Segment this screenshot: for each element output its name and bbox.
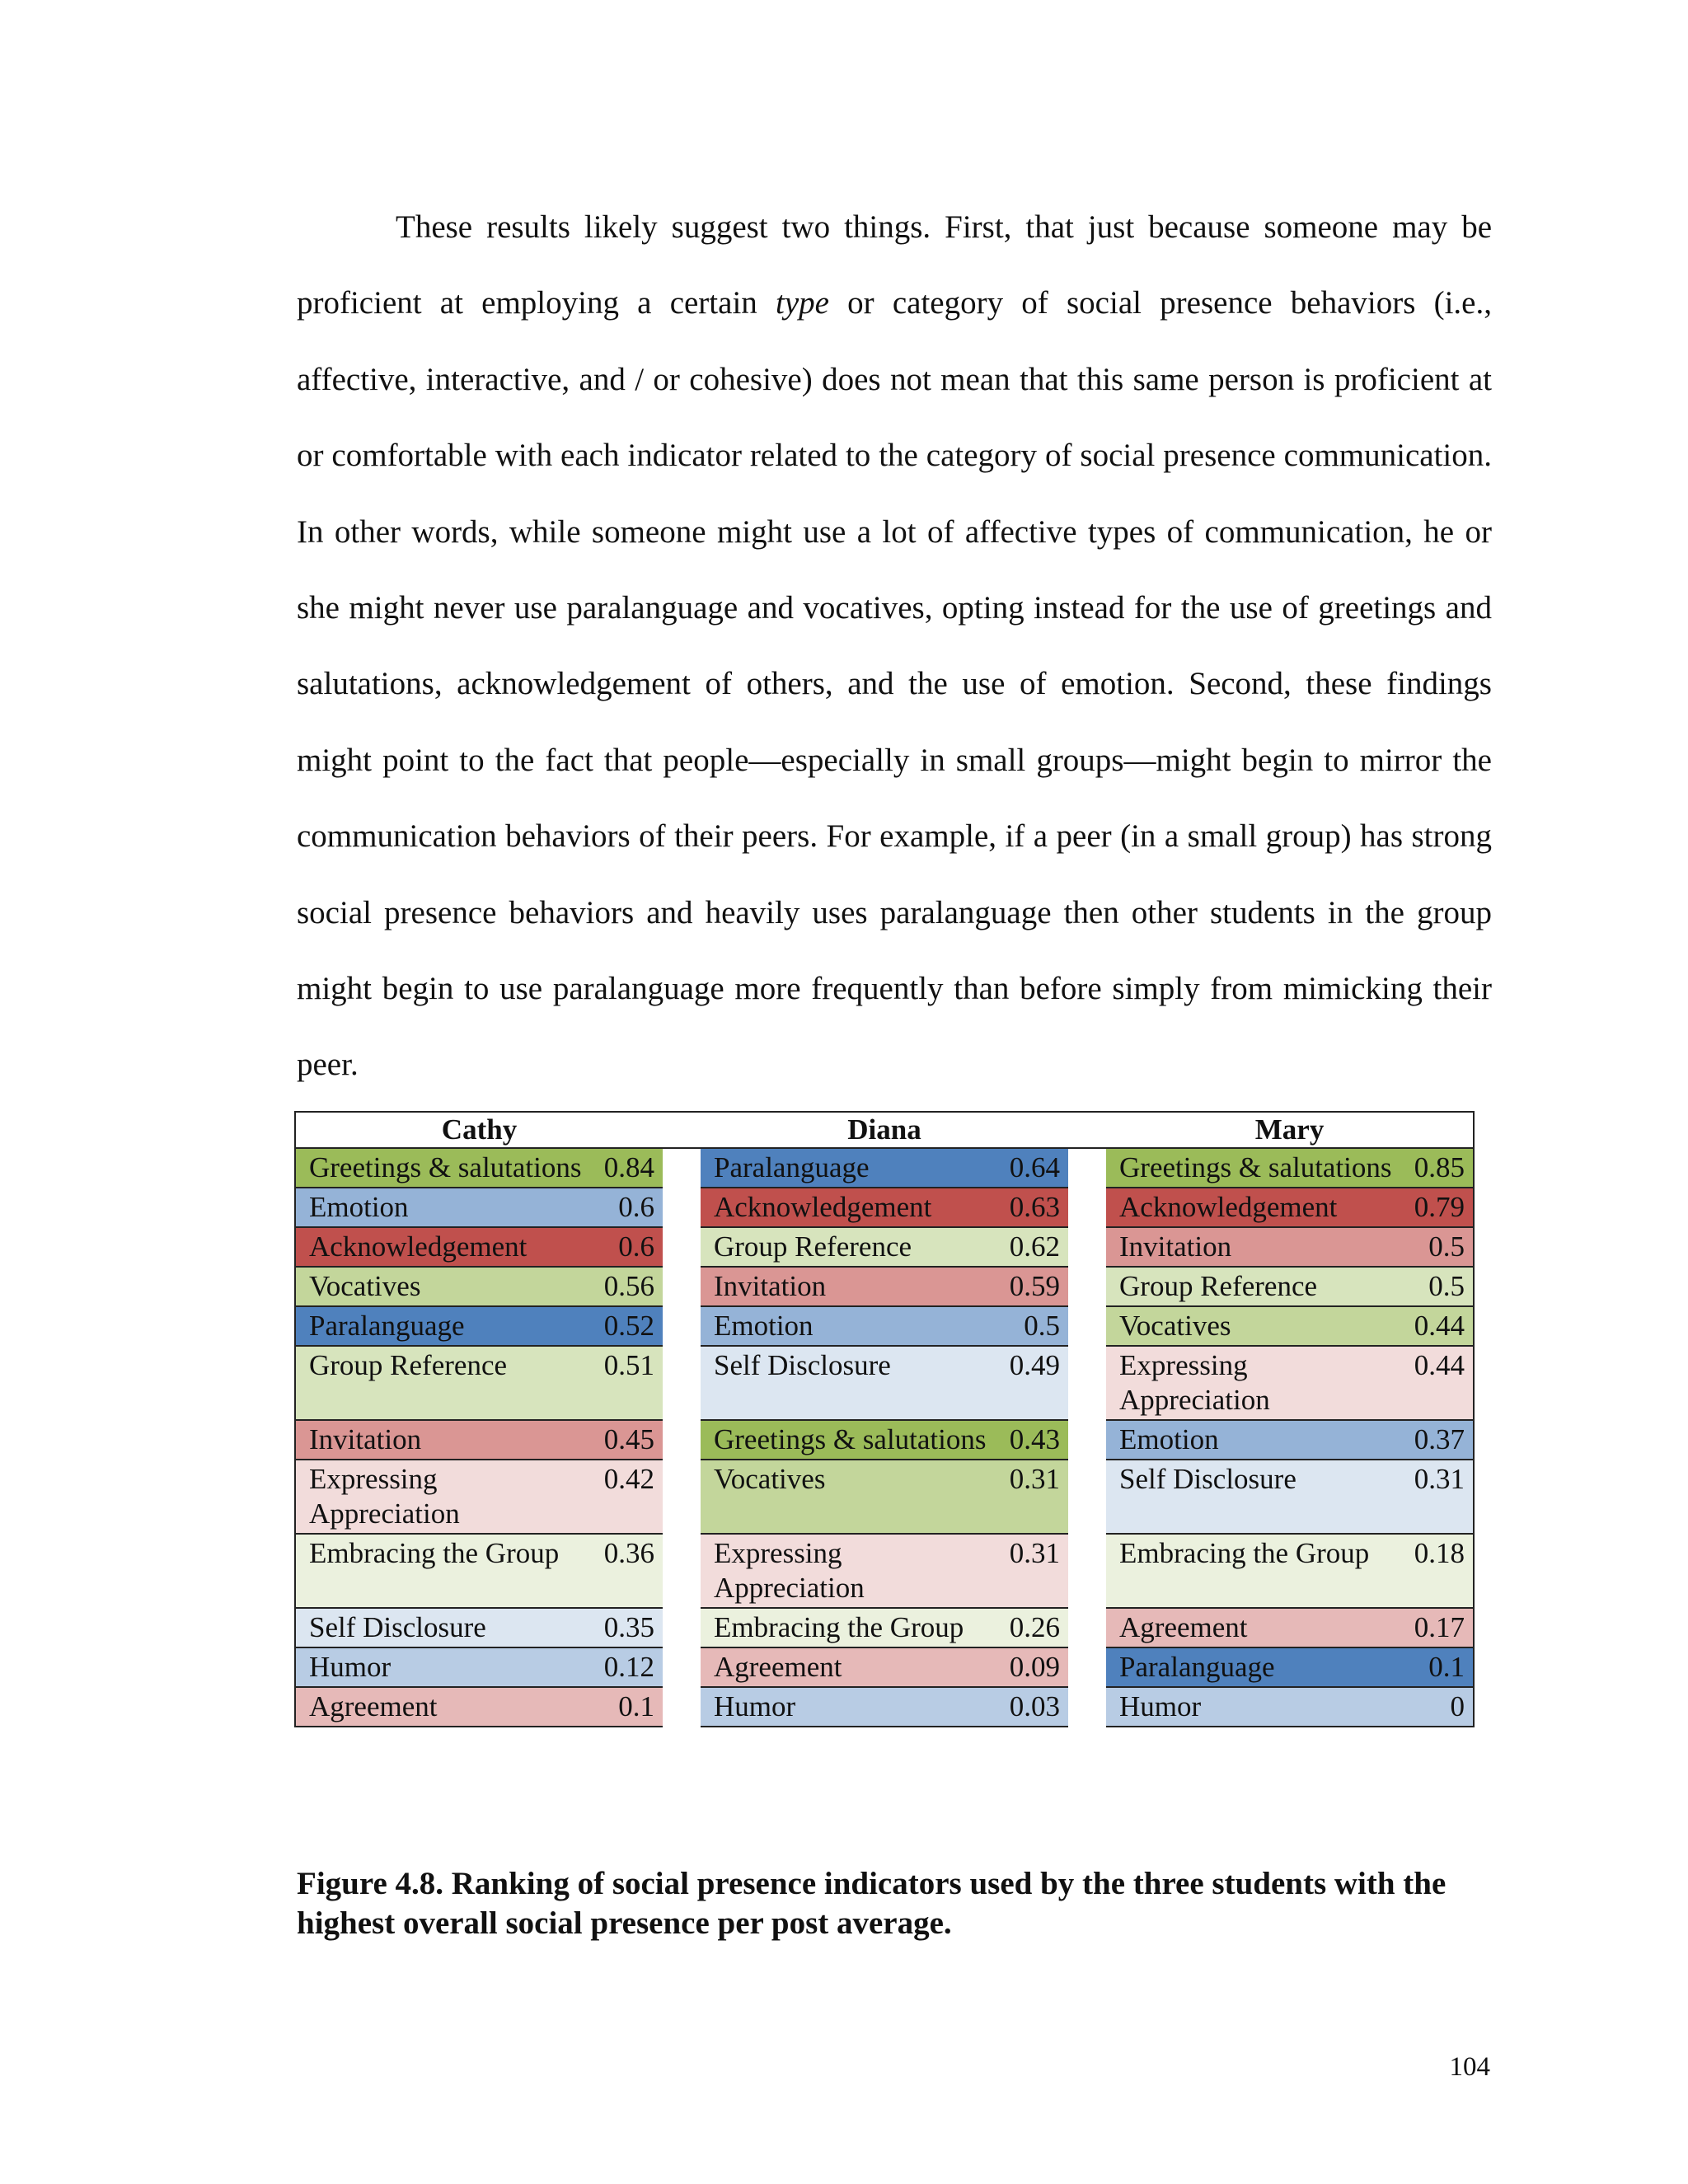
column-gap	[663, 1306, 701, 1346]
indicator-value-mary: 0	[1403, 1687, 1474, 1727]
indicator-value-diana: 0.43	[997, 1420, 1068, 1460]
column-header-cathy: Cathy	[295, 1112, 663, 1148]
indicator-value-mary: 0.5	[1403, 1267, 1474, 1306]
indicator-value-cathy: 0.6	[592, 1188, 663, 1227]
column-header-diana: Diana	[663, 1112, 1106, 1148]
indicator-value-cathy: 0.35	[592, 1608, 663, 1647]
indicator-name-cathy: Emotion	[295, 1188, 592, 1227]
indicator-name-mary: Humor	[1106, 1687, 1403, 1727]
indicator-name-mary: Paralanguage	[1106, 1647, 1403, 1687]
indicator-value-cathy: 0.12	[592, 1647, 663, 1687]
column-gap	[1068, 1227, 1106, 1267]
indicator-name-mary: Emotion	[1106, 1420, 1403, 1460]
indicator-name-diana: Expressing Appreciation	[701, 1534, 997, 1608]
indicator-name-diana: Vocatives	[701, 1460, 997, 1534]
indicator-name-diana: Agreement	[701, 1647, 997, 1687]
indicator-value-cathy: 0.84	[592, 1148, 663, 1188]
column-gap	[663, 1188, 701, 1227]
indicator-name-diana: Acknowledgement	[701, 1188, 997, 1227]
column-gap	[663, 1346, 701, 1420]
table-row	[295, 1306, 1474, 1346]
indicator-name-cathy: Expressing Appreciation	[295, 1460, 592, 1534]
ranking-table	[294, 1111, 1475, 1727]
indicator-name-cathy: Humor	[295, 1647, 592, 1687]
indicator-name-diana: Paralanguage	[701, 1148, 997, 1188]
indicator-name-mary: Group Reference	[1106, 1267, 1403, 1306]
indicator-value-diana: 0.31	[997, 1534, 1068, 1608]
indicator-name-mary: Agreement	[1106, 1608, 1403, 1647]
column-gap	[1068, 1687, 1106, 1727]
column-gap	[663, 1227, 701, 1267]
paragraph-italic-type: type	[775, 285, 829, 321]
indicator-value-mary: 0.31	[1403, 1460, 1474, 1534]
table-row	[295, 1687, 1474, 1727]
table-row	[295, 1647, 1474, 1687]
column-gap	[663, 1460, 701, 1534]
table-header-row	[295, 1112, 1474, 1148]
indicator-name-mary: Vocatives	[1106, 1306, 1403, 1346]
column-gap	[1068, 1534, 1106, 1608]
indicator-name-cathy: Vocatives	[295, 1267, 592, 1306]
indicator-name-cathy: Greetings & salutations	[295, 1148, 592, 1188]
indicator-value-diana: 0.49	[997, 1346, 1068, 1420]
indicator-value-mary: 0.17	[1403, 1608, 1474, 1647]
column-gap	[663, 1534, 701, 1608]
indicator-value-cathy: 0.45	[592, 1420, 663, 1460]
indicator-name-cathy: Group Reference	[295, 1346, 592, 1420]
column-gap	[1068, 1608, 1106, 1647]
indicator-name-mary: Embracing the Group	[1106, 1534, 1403, 1608]
indicator-name-mary: Greetings & salutations	[1106, 1148, 1403, 1188]
indicator-name-mary: Self Disclosure	[1106, 1460, 1403, 1534]
column-gap	[663, 1420, 701, 1460]
column-gap	[1068, 1420, 1106, 1460]
column-gap	[1068, 1647, 1106, 1687]
indicator-name-mary: Acknowledgement	[1106, 1188, 1403, 1227]
table-row	[295, 1460, 1474, 1534]
indicator-name-cathy: Embracing the Group	[295, 1534, 592, 1608]
indicator-name-diana: Emotion	[701, 1306, 997, 1346]
indicator-value-diana: 0.03	[997, 1687, 1068, 1727]
indicator-value-diana: 0.63	[997, 1188, 1068, 1227]
table-body	[295, 1148, 1474, 1727]
indicator-name-diana: Greetings & salutations	[701, 1420, 997, 1460]
indicator-value-cathy: 0.56	[592, 1267, 663, 1306]
column-gap	[1068, 1267, 1106, 1306]
indicator-value-mary: 0.37	[1403, 1420, 1474, 1460]
indicator-value-cathy: 0.6	[592, 1227, 663, 1267]
paragraph-text-rest: or category of social presence behaviors (i.e., affective, interactive, and / or cohesive) does not mean that this same person is proficient at or comfortable with each indicator related to the category of social presence communication. In other words, while someone might use a lot of affective types of communication, he or she might never use paralanguage and vocatives, opting instead for the use of greetings and salutations, acknowledgement of others, and the use of emotion. Second, these findings might point to the fact that people—especially in small groups—might begin to mirror the communication behaviors of their peers. For example, if a peer (in a small group) has strong social presence behaviors and heavily uses paralanguage then other students in the group might begin to use paralanguage more frequently than before simply from mimicking their peer.	[297, 285, 1492, 1083]
table-row	[295, 1148, 1474, 1188]
table-row	[295, 1534, 1474, 1608]
table-row	[295, 1267, 1474, 1306]
indicator-value-diana: 0.26	[997, 1608, 1068, 1647]
column-gap	[1068, 1346, 1106, 1420]
column-gap	[1068, 1460, 1106, 1534]
indicator-name-cathy: Invitation	[295, 1420, 592, 1460]
indicator-name-diana: Invitation	[701, 1267, 997, 1306]
indicator-name-diana: Group Reference	[701, 1227, 997, 1267]
indicator-name-cathy: Agreement	[295, 1687, 592, 1727]
table-row	[295, 1346, 1474, 1420]
indicator-value-cathy: 0.51	[592, 1346, 663, 1420]
indicator-value-cathy: 0.52	[592, 1306, 663, 1346]
column-gap	[663, 1687, 701, 1727]
indicator-value-diana: 0.64	[997, 1148, 1068, 1188]
table-row	[295, 1608, 1474, 1647]
indicator-name-cathy: Acknowledgement	[295, 1227, 592, 1267]
indicator-value-mary: 0.18	[1403, 1534, 1474, 1608]
table-row	[295, 1420, 1474, 1460]
indicator-name-cathy: Paralanguage	[295, 1306, 592, 1346]
column-gap	[663, 1647, 701, 1687]
indicator-value-mary: 0.1	[1403, 1647, 1474, 1687]
indicator-name-mary: Expressing Appreciation	[1106, 1346, 1403, 1420]
indicator-value-mary: 0.44	[1403, 1306, 1474, 1346]
indicator-value-diana: 0.59	[997, 1267, 1068, 1306]
indicator-value-diana: 0.31	[997, 1460, 1068, 1534]
indicator-name-diana: Humor	[701, 1687, 997, 1727]
body-paragraph	[297, 190, 1492, 1104]
indicator-value-mary: 0.85	[1403, 1148, 1474, 1188]
column-header-mary: Mary	[1106, 1112, 1474, 1148]
indicator-value-mary: 0.79	[1403, 1188, 1474, 1227]
indicator-value-mary: 0.5	[1403, 1227, 1474, 1267]
column-gap	[1068, 1188, 1106, 1227]
indicator-name-cathy: Self Disclosure	[295, 1608, 592, 1647]
indicator-value-diana: 0.5	[997, 1306, 1068, 1346]
page-number: 104	[1449, 2052, 1490, 2082]
paragraph-text-start: These results likely suggest two things. First, that just because someone may be proficient at employing a certain	[297, 209, 1492, 321]
figure-caption: Figure 4.8. Ranking of social presence indicators used by the three students with the highest overall social presence per post average.	[297, 1866, 1447, 1941]
indicator-value-diana: 0.09	[997, 1647, 1068, 1687]
indicator-value-cathy: 0.1	[592, 1687, 663, 1727]
column-gap	[1068, 1306, 1106, 1346]
table-row	[295, 1227, 1474, 1267]
column-gap	[1068, 1148, 1106, 1188]
column-gap	[663, 1267, 701, 1306]
indicator-name-mary: Invitation	[1106, 1227, 1403, 1267]
indicator-value-mary: 0.44	[1403, 1346, 1474, 1420]
indicator-value-cathy: 0.36	[592, 1534, 663, 1608]
indicator-name-diana: Embracing the Group	[701, 1608, 997, 1647]
indicator-value-diana: 0.62	[997, 1227, 1068, 1267]
table-row	[295, 1188, 1474, 1227]
indicator-value-cathy: 0.42	[592, 1460, 663, 1534]
column-gap	[663, 1148, 701, 1188]
indicator-name-diana: Self Disclosure	[701, 1346, 997, 1420]
column-gap	[663, 1608, 701, 1647]
